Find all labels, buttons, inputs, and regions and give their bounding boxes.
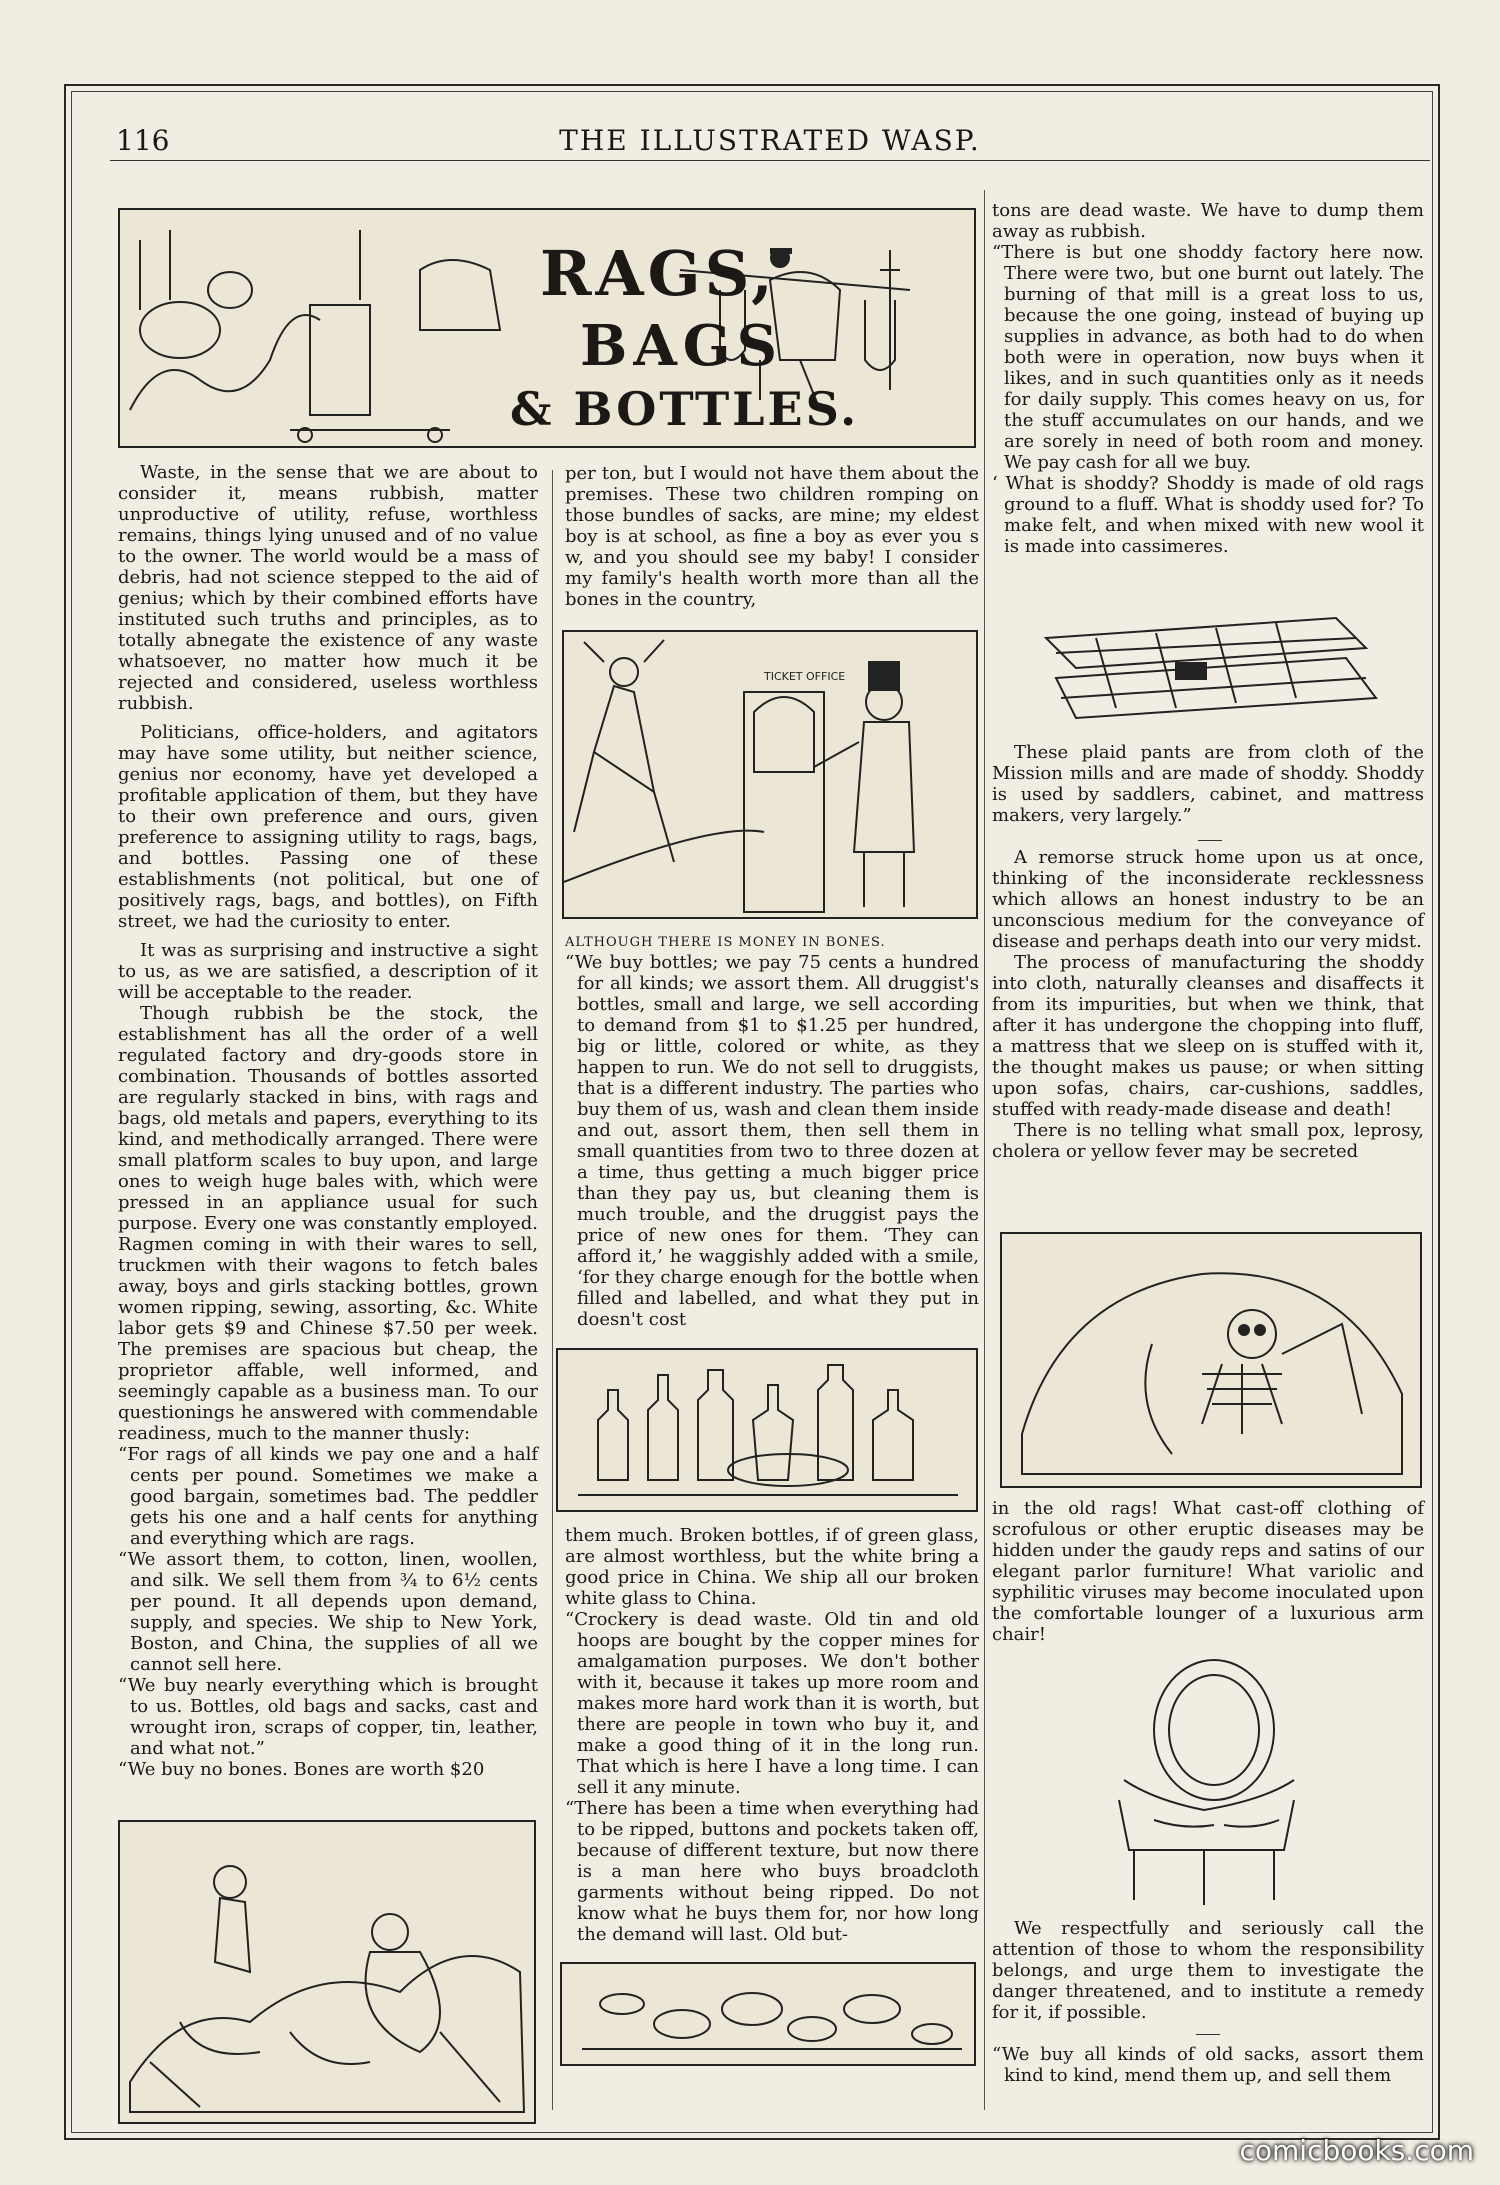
quote-paragraph: “There is but one shoddy factory here now. There were two, but one burnt out lately. The burning of that mill is a great loss to us, because the one going, instead of buying up supplies in advance, as both had to do when both were in operation, now buys when it likes, and in such quantities only as it needs for daily supply. This comes heavy on us, for the stuff accumulates on our hands, and we are sorely in need of both room and money. We pay cash for all we buy.: [992, 242, 1424, 473]
column-3-pants-text: [992, 742, 1424, 826]
paragraph: tons are dead waste. We have to dump them away as rubbish.: [992, 200, 1424, 242]
quote-paragraph: “Crockery is dead waste. Old tin and old hoops are bought by the copper mines for amalgamation purposes. We don't bother with it, because it takes up more room and makes more hard work than it is worth, but there are people in town who buy it, and make a good thing of it in the long run. That which is here I have a long time. I can sell it any minute.: [565, 1609, 979, 1798]
banner-title-line2: BAGS: [580, 313, 784, 379]
column-1: [118, 462, 538, 1780]
quote-paragraph: “We buy all kinds of old sacks, assort them kind to kind, mend them up, and sell them: [992, 2044, 1424, 2086]
banner-title-line1: RAGS,: [540, 237, 777, 310]
masthead-title: THE ILLUSTRATED WASP.: [559, 124, 981, 157]
bones-caption: ALTHOUGH THERE IS MONEY IN BONES.: [565, 935, 886, 950]
column-3-final: [992, 2044, 1424, 2086]
column-2-bottom: [565, 1525, 979, 1945]
column-2-top: [565, 463, 979, 610]
paragraph: These plaid pants are from cloth of the Mission mills and are made of shoddy. Shoddy is used by saddlers, cabinet, and mattress makers, very largely.”: [992, 742, 1424, 826]
plaid-pants-illustration: [1036, 608, 1396, 732]
quote-paragraph: “We buy no bones. Bones are worth $20: [118, 1759, 485, 1780]
column-2-mid: [565, 952, 979, 1330]
paragraph: There is no telling what small pox, leprosy, cholera or yellow fever may be secreted: [992, 1120, 1424, 1162]
skeleton-in-rags-illustration: [1000, 1232, 1422, 1488]
quote-paragraph: “We assort them, to cotton, linen, woollen, and silk. We sell them from ¾ to 6½ cents per pound. It all depends upon demand, supply, and species. We ship to New York, Boston, and China, the supplies of all we cannot sell here.: [118, 1549, 538, 1675]
paragraph: Waste, in the sense that we are about to consider it, means rubbish, matter unproductive of utility, refuse, worthless remains, things lying unused and of no value to the owner. The world would be a mass of debris, had not science stepped to the aid of genius; which by their combined efforts have instituted such truths and principles, as to totally abnegate the existence of any waste whatsoever, no matter how much it be rejected and considered, useless worthless rubbish.: [118, 462, 538, 714]
paragraph: A remorse struck home upon us at once, thinking of the inconsiderate recklessness which allows an honest industry to be an unconscious medium for the conveyance of disease and perhaps death into our very midst.: [992, 847, 1424, 952]
paragraph: them much. Broken bottles, if of green glass, are almost worthless, but the white bring a good price in China. We ship all our broken white glass to China.: [565, 1525, 979, 1609]
page-header: [110, 120, 1430, 161]
banner-illustration: [118, 208, 976, 448]
watermark: comicbooks.com: [1239, 2134, 1474, 2167]
crockery-illustration: [560, 1962, 976, 2066]
page-number: 116: [116, 124, 170, 157]
quote-paragraph: “We buy bottles; we pay 75 cents a hundred for all kinds; we assort them. All druggist's bottles, small and large, we sell according to demand from $1 to $1.25 per hundred, big or little, colored or white, as they happen to run. We do not sell to druggists, that is a different industry. The parties who buy them of us, wash and clean them inside and out, assort them, then sell them in small quantities from two to three dozen at a time, thus getting a much bigger price than they pay us, but cleaning them is much trouble, and the druggist pays the price of new ones for them. ‘They can afford it,’ he waggishly added with a smile, ‘for they charge enough for the bottle when filled and labelled, and what they put in doesn't cost: [565, 952, 979, 1330]
section-rule: [1198, 840, 1222, 841]
column-divider: [552, 470, 553, 2110]
section-rule: [1196, 2034, 1220, 2035]
money-in-bones-illustration: [562, 630, 978, 919]
paragraph: in the old rags! What cast-off clothing of scrofulous or other eruptic diseases may be hidden under the gaudy reps and satins of our elegant parlor furniture! What variolic and syphilitic viruses may become inoculated upon the comfortable lounger of a luxurious arm chair!: [992, 1498, 1424, 1645]
paragraph: The process of manufacturing the shoddy into cloth, naturally cleanses and disaffects it from its impurities, but when we think, that after it has undergone the chopping into fluff, a mattress that we sleep on is stuffed with it, the thought makes us pause; or when sitting upon sofas, chairs, car-cushions, saddles, stuffed with ready-made disease and death!: [992, 952, 1424, 1120]
children-illustration: [118, 1820, 536, 2124]
column-3-mid: [992, 847, 1424, 1162]
paragraph: Though rubbish be the stock, the establishment has all the order of a well regulated factory and dry-goods store in combination. Thousands of bottles assorted are regularly stacked in bins, with rags and bags, old metals and papers, everything to its kind, and methodically arranged. There were small platform scales to buy upon, and large ones to weigh huge bales with, which were pressed in an appliance usual for such purpose. Every one was constantly employed. Ragmen coming in with their wares to sell, truckmen with their wagons to fetch bales away, boys and girls stacking bottles, grown women ripping, sewing, assorting, &c. White labor gets $9 and Chinese $7.50 per week. The premises are spacious but cheap, the proprietor affable, well informed, and seemingly capable as a business man. To our questionings he answered with commendable readiness, much to the manner thusly:: [118, 1003, 538, 1444]
paragraph: per ton, but I would not have them about the premises. These two children romping on those bundles of sacks, are mine; my eldest boy is at school, as fine a boy as ever you s w, and you should see my baby! I consider my family's health worth more than all the bones in the country,: [565, 463, 979, 610]
column-3-top: [992, 200, 1424, 557]
column-divider: [984, 190, 985, 2110]
paragraph: Politicians, office-holders, and agitators may have some utility, but neither science, genius nor economy, have yet developed a profitable application of them, but they have to their own preference and ours, given preference to assigning utility to rags, bags, and bottles. Passing one of these establishments (not political, but one of positively rags, bags, and bottles), on Fifth street, we had the curiosity to enter.: [118, 722, 538, 932]
column-3-end: [992, 1918, 1424, 2023]
column-3-after-skeleton: [992, 1498, 1424, 1645]
armchair-illustration: [1094, 1650, 1314, 1910]
ticket-office-sign: TICKET OFFICE: [764, 670, 846, 683]
paragraph: We respectfully and seriously call the attention of those to whom the responsibility belongs, and urge them to investigate the danger threatened, and to institute a remedy for it, if possible.: [992, 1918, 1424, 2023]
paragraph: It was as surprising and instructive a sight to us, as we are satisfied, a description of it will be acceptable to the reader.: [118, 940, 538, 1003]
quote-paragraph: “There has been a time when everything had to be ripped, buttons and pockets taken off, because of different texture, but now there is a man here who buys broadcloth garments without being ripped. Do not know what he buys them for, nor how long the demand will last. Old but-: [565, 1798, 979, 1945]
quote-paragraph: “We buy nearly everything which is brought to us. Bottles, old bags and sacks, cast and wrought iron, scraps of copper, tin, leather, and what not.”: [118, 1675, 538, 1759]
banner-title-line3: & BOTTLES.: [510, 382, 860, 436]
quote-paragraph: ‘ What is shoddy? Shoddy is made of old rags ground to a fluff. What is shoddy used for? To make felt, and when mixed with new wool it is made into cassimeres.: [992, 473, 1424, 557]
quote-paragraph: “For rags of all kinds we pay one and a half cents per pound. Sometimes we make a good bargain, sometimes bad. The peddler gets his one and a half cents for anything and everything which are rags.: [118, 1444, 538, 1549]
bottles-illustration: [556, 1348, 978, 1512]
